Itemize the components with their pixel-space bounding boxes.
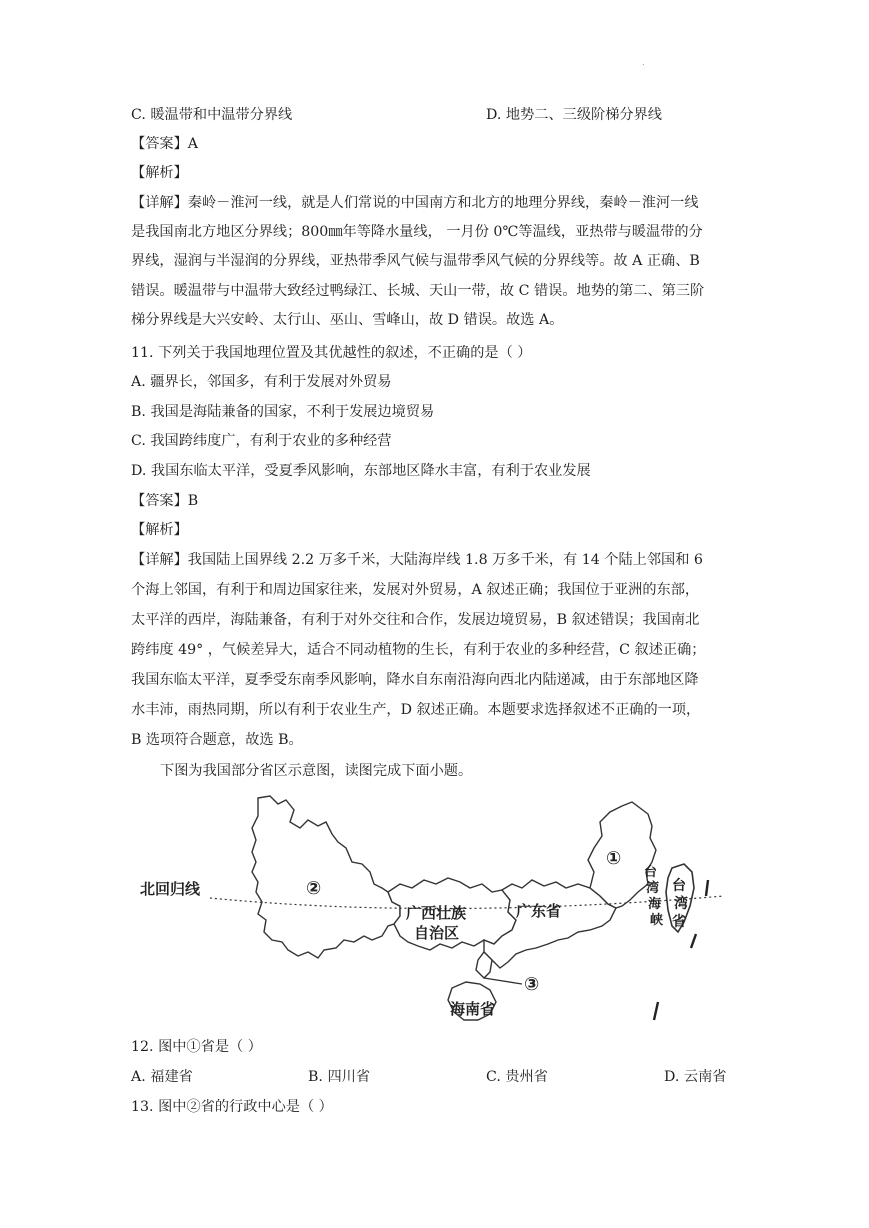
- q12-stem: 12. 图中①省是（ ）: [131, 1039, 262, 1055]
- region-yunnan: [252, 796, 400, 958]
- q12-option-a: A. 福建省: [131, 1069, 193, 1085]
- q10-detail-line: 是我国南北方地区分界线；800㎜年等降水量线， 一月份 0℃等温线，亚热带与暖温带的分: [131, 224, 703, 240]
- q12-option-d: D. 云南省: [664, 1069, 727, 1085]
- q12-option-b: B. 四川省: [308, 1069, 371, 1085]
- header-dot: .: [642, 58, 645, 67]
- island-stroke: [691, 934, 696, 948]
- q13-stem: 13. 图中②省的行政中心是（ ）: [131, 1099, 333, 1115]
- q11-answer: 【答案】B: [131, 493, 199, 509]
- q10-detail-line: 错误。暖温带与中温带大致经过鸭绿江、长城、天山一带，故 C 错误。地势的第二、第三阶: [131, 283, 705, 299]
- taiwan-strait-char: 海: [648, 897, 662, 912]
- q11-option-b: B. 我国是海陆兼备的国家，不利于发展边境贸易: [131, 404, 435, 420]
- taiwan-province-char: 湾: [674, 896, 688, 912]
- taiwan-province-char: 省: [672, 914, 686, 930]
- tropic-label: 北回归线: [140, 880, 201, 898]
- q11-detail-line: 太平洋的西岸，海陆兼备，有利于对外交往和合作，发展边境贸易，B 叙述错误；我国南北: [131, 612, 700, 628]
- q11-detail-line: 我国东临太平洋，夏季受东南季风影响，降水自东南沿海向西北内陆递减，由于东部地区降: [131, 672, 699, 688]
- guangxi-label-line2: 自治区: [414, 924, 460, 942]
- marker-3: ③: [524, 974, 540, 995]
- q11-detail-line: 个海上邻国，有利于和周边国家往来，发展对外贸易，A 叙述正确；我国位于亚洲的东部，: [131, 582, 700, 598]
- marker-1: ①: [606, 848, 622, 869]
- hainan-label: 海南省: [450, 1000, 496, 1018]
- marker-2: ②: [306, 878, 322, 899]
- q11-analysis-heading: 【解析】: [131, 522, 188, 538]
- q10-detail-line: 梯分界线是大兴安岭、太行山、巫山、雪峰山，故 D 错误。故选 A。: [131, 312, 564, 328]
- q10-detail-line: 界线，湿润与半湿润的分界线，亚热带季风气候与温带季风气候的分界线等。故 A 正确、B: [131, 253, 700, 269]
- q10-option-c: C. 暖温带和中温带分界线: [131, 107, 293, 123]
- q11-detail-line: 【详解】我国陆上国界线 2.2 万多千米，大陆海岸线 1.8 万多千米，有 14 个陆上邻国和 6: [131, 552, 703, 568]
- q10-answer: 【答案】A: [131, 136, 198, 152]
- q10-detail-line: 【详解】秦岭－淮河一线，就是人们常说的中国南方和北方的地理分界线，秦岭－淮河一线: [131, 195, 699, 211]
- island-stroke: [654, 1002, 658, 1020]
- taiwan-strait-char: 湾: [646, 881, 660, 896]
- q10-analysis-heading: 【解析】: [131, 165, 188, 181]
- taiwan-strait-char: 峡: [650, 913, 664, 928]
- q11-detail-line: 水丰沛，雨热同期，所以有利于农业生产，D 叙述正确。本题要求选择叙述不正确的一项，: [131, 702, 701, 718]
- q10-option-d: D. 地势二、三级阶梯分界线: [486, 107, 662, 123]
- guangdong-label: 广东省: [516, 902, 562, 920]
- q11-stem: 11. 下列关于我国地理位置及其优越性的叙述，不正确的是（ ）: [131, 345, 532, 361]
- marker-3-pointer: [484, 978, 522, 984]
- map-intro: 下图为我国部分省区示意图，读图完成下面小题。: [160, 763, 473, 779]
- taiwan-strait-char: 台: [644, 865, 658, 880]
- q11-detail-line: B 选项符合题意，故选 B。: [131, 732, 303, 748]
- guangxi-label-line1: 广西壮族: [406, 904, 467, 922]
- island-stroke: [706, 880, 708, 896]
- province-map: [138, 792, 730, 1032]
- q11-option-a: A. 疆界长，邻国多，有利于发展对外贸易: [131, 374, 392, 390]
- q11-option-c: C. 我国跨纬度广，有利于农业的多种经营: [131, 433, 392, 449]
- taiwan-province-char: 台: [672, 878, 686, 894]
- q12-option-c: C. 贵州省: [486, 1069, 548, 1085]
- q11-detail-line: 跨纬度 49° ，气候差异大，适合不同动植物的生长，有利于农业的多种经营，C 叙述正确；: [131, 642, 706, 658]
- q11-option-d: D. 我国东临太平洋，受夏季风影响，东部地区降水丰富，有利于农业发展: [131, 463, 591, 479]
